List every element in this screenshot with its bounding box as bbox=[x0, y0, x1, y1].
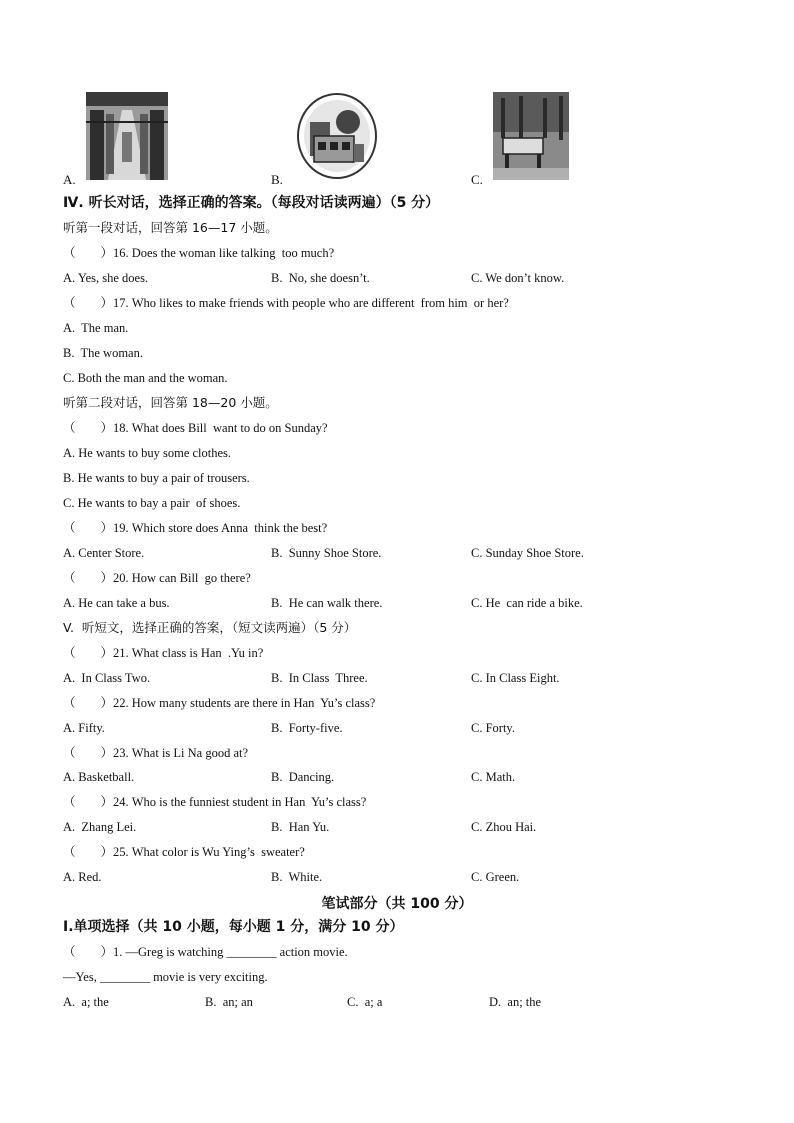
q25-option-a: A. Red. bbox=[63, 870, 102, 884]
q23-option-b: B. Dancing. bbox=[271, 770, 335, 784]
picture-c-letter: C. bbox=[471, 172, 483, 187]
q24-option-c: C. Zhou Hai. bbox=[471, 820, 537, 834]
q22-option-b: B. Forty-five. bbox=[271, 721, 343, 735]
question-18: （ ）18. What does Bill want to do on Sunday? bbox=[63, 421, 328, 435]
picture-a bbox=[86, 92, 168, 180]
q23-option-a: A. Basketball. bbox=[63, 770, 135, 784]
question-25: （ ）25. What color is Wu Ying’s sweater? bbox=[63, 845, 305, 859]
q24-option-b: B. Han Yu. bbox=[271, 820, 330, 834]
q1-option-d: D. an; the bbox=[489, 995, 542, 1009]
question-1: （ ）1. —Greg is watching ________ action movie. bbox=[63, 945, 348, 959]
q19-option-b: B. Sunny Shoe Store. bbox=[271, 546, 382, 560]
q16-option-b: B. No, she doesn’t. bbox=[271, 271, 370, 285]
q25-option-b: B. White. bbox=[271, 870, 323, 884]
question-16: （ ）16. Does the woman like talking too much? bbox=[63, 246, 335, 260]
park-bench-icon bbox=[493, 92, 569, 180]
round-building-icon bbox=[296, 92, 378, 180]
q19-option-a: A. Center Store. bbox=[63, 546, 145, 560]
question-22: （ ）22. How many students are there in Han Yu’s class? bbox=[63, 696, 376, 710]
q17-option-b: B. The woman. bbox=[63, 346, 143, 360]
question-21: （ ）21. What class is Han .Yu in? bbox=[63, 646, 264, 660]
q21-option-c: C. In Class Eight. bbox=[471, 671, 560, 685]
q16-option-c: C. We don’t know. bbox=[471, 271, 565, 285]
q18-option-b: B. He wants to buy a pair of trousers. bbox=[63, 471, 250, 485]
question-17: （ ）17. Who likes to make friends with people who are different from him or her? bbox=[63, 296, 509, 310]
section-5-heading: V. 听短文，选择正确的答案，（短文读两遍）（5 分） bbox=[63, 620, 357, 635]
q17-option-c: C. Both the man and the woman. bbox=[63, 371, 228, 385]
section-4-part-1: 听第一段对话，回答第 16—17 小题。 bbox=[63, 220, 278, 235]
q17-option-a: A. The man. bbox=[63, 321, 129, 335]
picture-a-letter: A. bbox=[63, 172, 76, 187]
q1-option-a: A. a; the bbox=[63, 995, 109, 1009]
picture-b-letter: B. bbox=[271, 172, 283, 187]
listening-pictures bbox=[0, 92, 794, 188]
q21-option-a: A. In Class Two. bbox=[63, 671, 151, 685]
question-23: （ ）23. What is Li Na good at? bbox=[63, 746, 249, 760]
q20-option-c: C. He can ride a bike. bbox=[471, 596, 583, 610]
q22-option-a: A. Fifty. bbox=[63, 721, 105, 735]
written-part-title: 笔试部分（共 100 分） bbox=[321, 896, 473, 912]
question-19: （ ）19. Which store does Anna think the best? bbox=[63, 521, 328, 535]
q24-option-a: A. Zhang Lei. bbox=[63, 820, 137, 834]
q23-option-c: C. Math. bbox=[471, 770, 516, 784]
picture-c bbox=[493, 92, 569, 180]
question-1-reply: —Yes, ________ movie is very exciting. bbox=[63, 970, 268, 984]
question-24: （ ）24. Who is the funniest student in Han Yu’s class? bbox=[63, 795, 367, 809]
q16-option-a: A. Yes, she does. bbox=[63, 271, 149, 285]
q25-option-c: C. Green. bbox=[471, 870, 520, 884]
q18-option-c: C. He wants to bay a pair of shoes. bbox=[63, 496, 241, 510]
q18-option-a: A. He wants to buy some clothes. bbox=[63, 446, 232, 460]
section-4-heading: Ⅳ. 听长对话，选择正确的答案。（每段对话读两遍）（5 分） bbox=[63, 195, 440, 211]
q1-option-c: C. a; a bbox=[347, 995, 383, 1009]
q21-option-b: B. In Class Three. bbox=[271, 671, 368, 685]
q19-option-c: C. Sunday Shoe Store. bbox=[471, 546, 584, 560]
q22-option-c: C. Forty. bbox=[471, 721, 515, 735]
written-section-1-heading: Ⅰ.单项选择（共 10 小题，每小题 1 分，满分 10 分） bbox=[63, 919, 404, 935]
shopping-street-icon bbox=[86, 92, 168, 180]
q20-option-b: B. He can walk there. bbox=[271, 596, 383, 610]
picture-b bbox=[296, 92, 378, 180]
section-4-part-2: 听第二段对话，回答第 18—20 小题。 bbox=[63, 395, 278, 410]
question-20: （ ）20. How can Bill go there? bbox=[63, 571, 251, 585]
q20-option-a: A. He can take a bus. bbox=[63, 596, 170, 610]
q1-option-b: B. an; an bbox=[205, 995, 253, 1009]
